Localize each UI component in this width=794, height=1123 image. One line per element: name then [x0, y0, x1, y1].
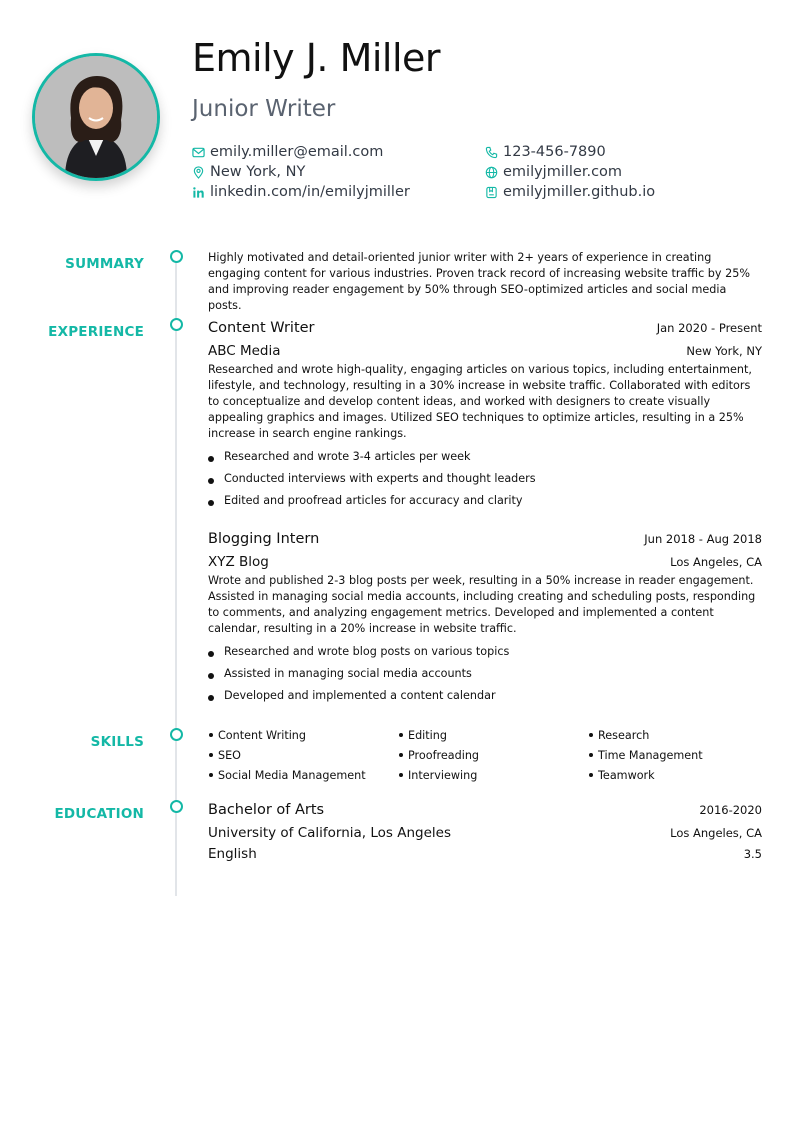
skills-grid — [208, 728, 762, 784]
job-dates: Jan 2020 - Present — [656, 321, 762, 335]
list-item — [208, 685, 762, 707]
school-name: University of California, Los Angeles — [208, 825, 452, 841]
bullet-icon — [208, 456, 214, 462]
timeline-dot-summary — [170, 250, 183, 263]
job-location: New York, NY — [686, 344, 762, 358]
phone-icon — [485, 146, 498, 159]
portrait-image — [35, 56, 157, 178]
bullet-text: Assisted in managing social media accounts — [224, 667, 472, 680]
skills-heading: SKILLS — [90, 734, 144, 750]
skill-text: Interviewing — [408, 769, 478, 782]
contact-location — [192, 163, 485, 181]
job-location: Los Angeles, CA — [670, 555, 762, 569]
globe-icon — [485, 166, 498, 179]
bullet-icon — [589, 733, 593, 737]
skill-text: Content Writing — [218, 729, 307, 742]
skill-item — [208, 748, 398, 764]
skill-item — [398, 748, 588, 764]
job-dates: Jun 2018 - Aug 2018 — [644, 532, 762, 546]
skill-text: Time Management — [598, 749, 703, 762]
education-header — [208, 802, 762, 818]
bullet-icon — [589, 753, 593, 757]
skill-item — [588, 728, 762, 744]
bullet-icon — [209, 753, 213, 757]
job-header — [208, 531, 762, 547]
contact-phone[interactable] — [485, 143, 772, 161]
bullet-icon — [399, 733, 403, 737]
education-heading: EDUCATION — [54, 806, 144, 822]
degree: Bachelor of Arts — [208, 802, 325, 818]
summary-heading: SUMMARY — [65, 256, 144, 272]
candidate-title: Junior Writer — [192, 96, 336, 122]
list-item — [208, 663, 762, 685]
major: English — [208, 846, 257, 862]
education-major-row — [208, 846, 762, 862]
contact-linkedin[interactable] — [192, 183, 485, 201]
linkedin-icon — [192, 186, 205, 199]
location-pin-icon — [192, 166, 205, 179]
candidate-name: Emily J. Miller — [192, 36, 441, 80]
job-company: ABC Media — [208, 343, 281, 359]
bullet-icon — [209, 733, 213, 737]
skill-item — [208, 768, 398, 784]
github-icon — [485, 186, 498, 199]
contact-phone-text: 123-456-7890 — [503, 144, 606, 160]
bullet-icon — [399, 753, 403, 757]
contact-github[interactable] — [485, 183, 772, 201]
profile-photo — [32, 53, 160, 181]
skill-item — [208, 728, 398, 744]
job-title: Blogging Intern — [208, 531, 320, 547]
skill-item — [398, 728, 588, 744]
education-entry — [208, 802, 762, 862]
skill-text: SEO — [218, 749, 241, 762]
job-bullets — [208, 446, 762, 512]
list-item — [208, 490, 762, 512]
contact-email-text: emily.miller@email.com — [210, 144, 384, 160]
bullet-icon — [209, 773, 213, 777]
job-title: Content Writer — [208, 320, 315, 336]
job-bullets — [208, 641, 762, 707]
skill-item — [588, 748, 762, 764]
job-subheader — [208, 554, 762, 570]
skill-item — [398, 768, 588, 784]
job-entry — [208, 531, 762, 707]
job-company: XYZ Blog — [208, 554, 269, 570]
bullet-icon — [208, 695, 214, 701]
bullet-text: Researched and wrote blog posts on various topics — [224, 645, 510, 658]
list-item — [208, 641, 762, 663]
job-header — [208, 320, 762, 336]
bullet-icon — [399, 773, 403, 777]
contact-website-text: emilyjmiller.com — [503, 164, 623, 180]
skill-item — [588, 768, 762, 784]
experience-heading: EXPERIENCE — [48, 324, 144, 340]
skill-text: Teamwork — [598, 769, 655, 782]
bullet-icon — [589, 773, 593, 777]
list-item — [208, 468, 762, 490]
contact-location-text: New York, NY — [210, 164, 306, 180]
school-location: Los Angeles, CA — [670, 826, 762, 840]
bullet-icon — [208, 478, 214, 484]
job-description: Researched and wrote high-quality, engaging articles on various topics, including entertainment, lifestyle, and technology, resulting in a 30% increase in website traffic. Collaborated with editors to conceptualize and develop content ideas, and worked with designers to create visually appealing graphics and images. Utilized SEO techniques to optimize articles, resulting in a 25% increase in search engine rankings. — [208, 363, 752, 440]
contact-list — [192, 143, 772, 201]
bullet-text: Researched and wrote 3-4 articles per week — [224, 450, 471, 463]
contact-website[interactable] — [485, 163, 772, 181]
bullet-text: Developed and implemented a content calendar — [224, 689, 496, 702]
timeline-dot-education — [170, 800, 183, 813]
job-description: Wrote and published 2-3 blog posts per week, resulting in a 50% increase in reader engagement. Assisted in managing social media accounts, including creating and scheduling posts, responding to comments, and analyzing engagement metrics. Developed and implemented a content calendar, resulting in a 20% increase in website traffic. — [208, 574, 756, 635]
skill-text: Research — [598, 729, 650, 742]
timeline-dot-skills — [170, 728, 183, 741]
job-entry — [208, 320, 762, 512]
bullet-icon — [208, 651, 214, 657]
skill-text: Social Media Management — [218, 769, 366, 782]
bullet-text: Edited and proofread articles for accuracy and clarity — [224, 494, 523, 507]
summary-text: Highly motivated and detail-oriented junior writer with 2+ years of experience in creating engaging content for various industries. Proven track record of increasing website traffic by 25% and improving reader engagement by 50% through SEO-optimized articles and social media posts. — [208, 251, 750, 312]
education-school-row — [208, 825, 762, 841]
skill-text: Editing — [408, 729, 447, 742]
envelope-icon — [192, 146, 205, 159]
contact-email[interactable] — [192, 143, 485, 161]
bullet-text: Conducted interviews with experts and thought leaders — [224, 472, 536, 485]
education-dates: 2016-2020 — [699, 803, 762, 817]
contact-github-text: emilyjmiller.github.io — [503, 184, 656, 200]
bullet-icon — [208, 500, 214, 506]
contact-linkedin-text: linkedin.com/in/emilyjmiller — [210, 184, 410, 200]
job-subheader — [208, 343, 762, 359]
timeline-dot-experience — [170, 318, 183, 331]
gpa: 3.5 — [743, 847, 762, 861]
list-item — [208, 446, 762, 468]
bullet-icon — [208, 673, 214, 679]
skill-text: Proofreading — [408, 749, 480, 762]
